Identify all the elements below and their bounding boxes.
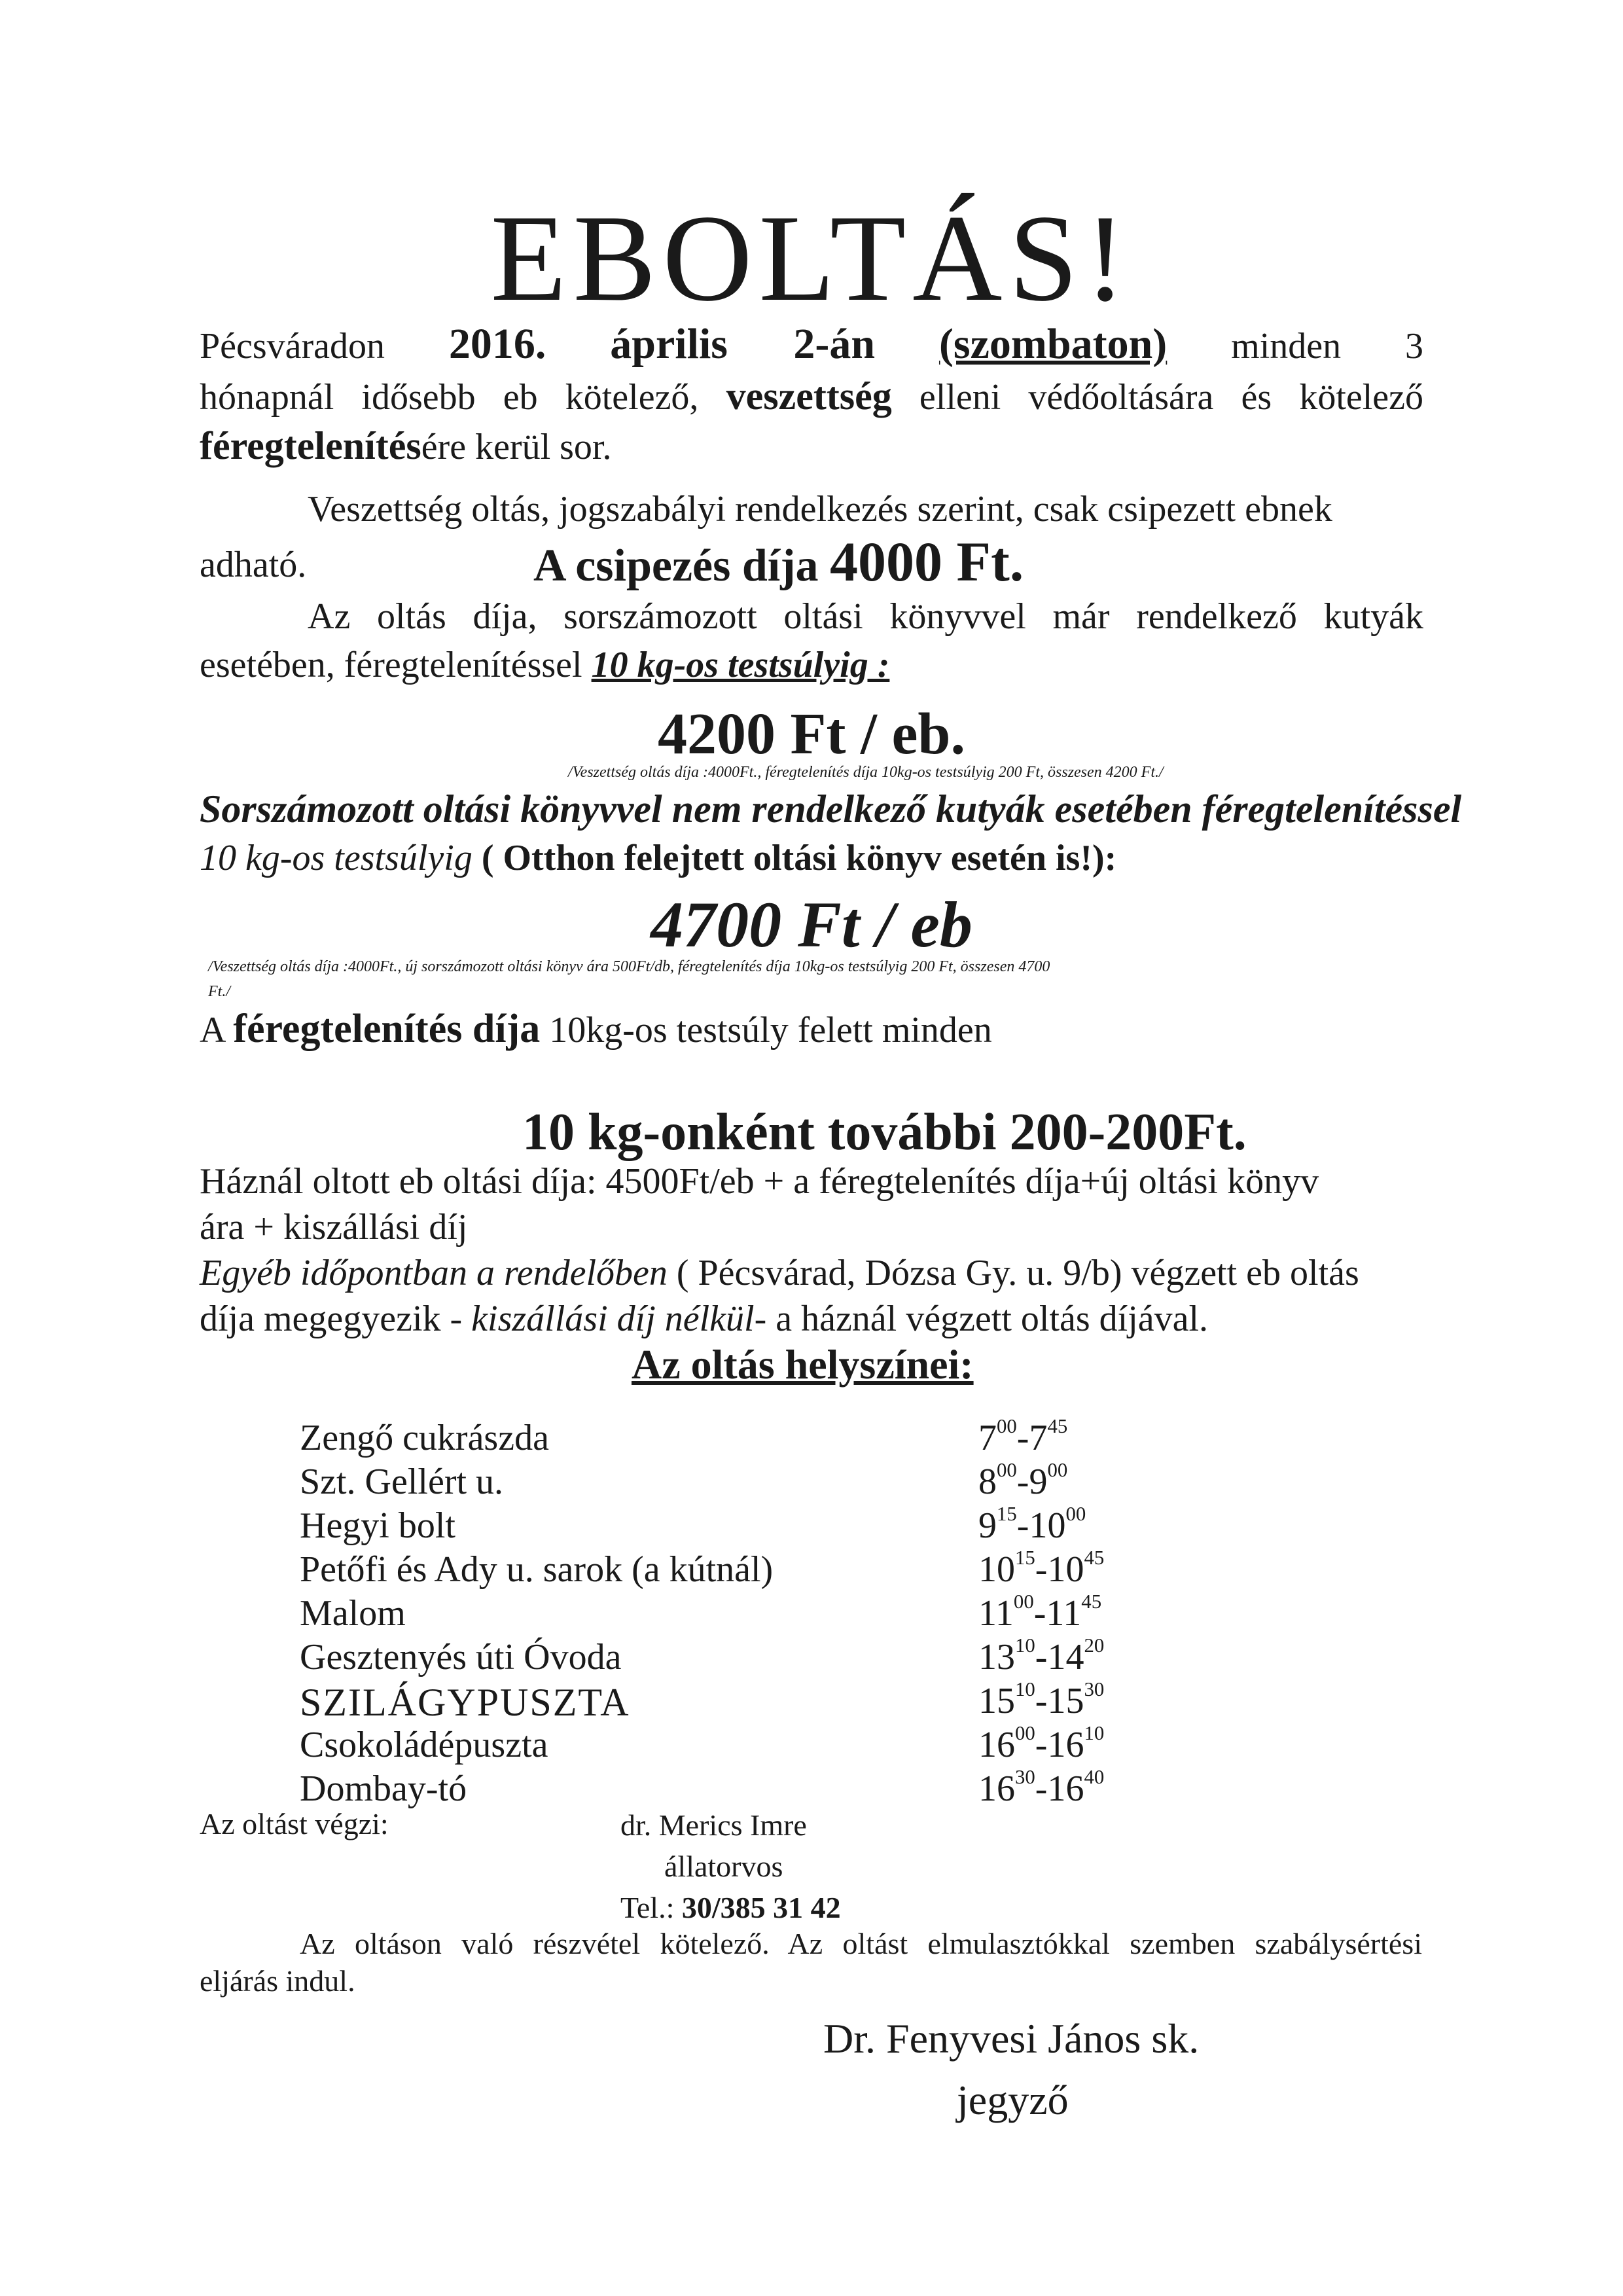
intro-place: Pécsváradon <box>200 326 385 367</box>
intro-line-1 <box>200 319 1423 371</box>
schedule-time: $15^{10}-15^{30}$ <box>978 1677 1105 1721</box>
schedule-place: Hegyi bolt <box>300 1505 455 1546</box>
intro-date: április 2-án <box>610 320 876 368</box>
deworm-c: 10kg-os testsúly felett minden <box>549 1010 992 1050</box>
intro-line3-b: ére kerül sor. <box>421 427 612 467</box>
home-line-1: Háznál oltott eb oltási díja: 4500Ft/eb + a féregtelenítés díja+új oltási könyv <box>200 1161 1319 1202</box>
signature-role: jegyző <box>957 2077 1069 2123</box>
intro-day: (szombaton) <box>938 320 1168 368</box>
schedule-place: Malom <box>300 1593 406 1634</box>
office-line1-b: ( Pécsvárad, Dózsa Gy. u. 9/b) végzett eb oltás <box>676 1253 1359 1293</box>
intro-line2-c: elleni védőoltására és kötelező <box>919 377 1424 418</box>
intro-line-3 <box>200 422 611 469</box>
locations-heading: Az oltás helyszínei: <box>632 1341 974 1388</box>
price2-amount: 4700 Ft / eb <box>651 888 972 961</box>
office-line-2 <box>200 1297 1208 1341</box>
vet-phone: 30/385 31 42 <box>681 1891 841 1924</box>
vet-phone-label: Tel.: <box>620 1891 675 1924</box>
rule-line-1: Veszettség oltás, jogszabályi rendelkezés szerint, csak csipezett ebnek <box>308 489 1332 529</box>
schedule-time: $13^{10}-14^{20}$ <box>978 1634 1105 1677</box>
schedule-time: $9^{15}-10^{00}$ <box>978 1502 1086 1546</box>
schedule-place: SZILÁGYPUSZTA <box>300 1681 630 1724</box>
intro-line2-a: hónapnál idősebb eb kötelező, <box>200 377 699 418</box>
schedule-place: Csokoládépuszta <box>300 1725 548 1765</box>
deworm-a: A <box>200 1010 224 1050</box>
price1-line-2 <box>200 643 889 687</box>
schedule-time: $7^{00}-7^{45}$ <box>978 1414 1068 1458</box>
notice-line-2: eljárás indul. <box>200 1964 355 1998</box>
price1-note: /Veszettség oltás díja :4000Ft., féregtelenítés díja 10kg-os testsúlyig 200 Ft, összesen 4200 Ft./ <box>568 764 1164 781</box>
price2-line2-a: 10 kg-os testsúlyig <box>200 838 473 878</box>
price1-weight-limit: 10 kg-os testsúlyig : <box>591 645 890 685</box>
intro-rest: minden 3 <box>1231 326 1424 367</box>
price2-line-1: Sorszámozott oltási könyvvel nem rendelkező kutyák esetében féregtelenítéssel <box>200 787 1462 831</box>
intro-deworming: féregtelenítés <box>200 424 421 467</box>
schedule-time: $16^{00}-16^{10}$ <box>978 1721 1105 1765</box>
office-line2-c: a háznál végzett oltás díjával. <box>776 1299 1209 1339</box>
page-title: EBOLTÁS! <box>490 190 1133 327</box>
deworm-line <box>200 1005 992 1053</box>
vet-title: állatorvos <box>664 1850 783 1883</box>
schedule-time: $16^{30}-16^{40}$ <box>978 1765 1105 1809</box>
price2-note-2: Ft./ <box>208 983 230 1000</box>
chip-price-line <box>533 529 1024 594</box>
price1-amount: 4200 Ft / eb. <box>658 702 965 766</box>
chip-price-value: 4000 Ft. <box>830 530 1024 593</box>
vet-name: dr. Merics Imre <box>620 1808 807 1842</box>
intro-year: 2016. <box>448 320 546 368</box>
office-line-1 <box>200 1251 1359 1295</box>
notice-line-1: Az oltáson való részvétel kötelező. Az oltást elmulasztókkal szemben szabálysértési <box>300 1927 1422 1960</box>
rule-line-2a: adható. <box>200 545 307 585</box>
price2-line-2 <box>200 836 1116 880</box>
schedule-place: Zengő cukrászda <box>300 1418 549 1458</box>
schedule-time: $10^{15}-10^{45}$ <box>978 1546 1105 1590</box>
price1-line-1: Az oltás díja, sorszámozott oltási könyvvel már rendelkező kutyák <box>308 596 1423 637</box>
schedule-time: $11^{00}-11^{45}$ <box>978 1590 1102 1634</box>
schedule-place: Szt. Gellért u. <box>300 1462 504 1502</box>
schedule-place: Gesztenyés úti Óvoda <box>300 1637 622 1677</box>
home-line-2: ára + kiszállási díj <box>200 1207 468 1247</box>
price2-line2-b: ( Otthon felejtett oltási könyv esetén is!): <box>481 838 1117 878</box>
schedule-place: Petőfi és Ady u. sarok (a kútnál) <box>300 1549 774 1590</box>
office-line2-a: díja megegyezik - <box>200 1299 463 1339</box>
price1-line2-a: esetében, féregtelenítéssel <box>200 645 582 685</box>
vet-phone-line <box>620 1890 841 1925</box>
chip-price-label: A csipezés díja <box>533 541 819 591</box>
schedule-place: Dombay-tó <box>300 1768 467 1809</box>
intro-line2-rabies: veszettség <box>726 374 892 418</box>
office-line1-a: Egyéb időpontban a rendelőben <box>200 1253 668 1293</box>
deworm-label: féregtelenítés díja <box>233 1007 541 1051</box>
vet-label: Az oltást végzi: <box>200 1807 389 1840</box>
intro-line-2 <box>200 372 1423 422</box>
office-line2-b: kiszállási díj nélkül- <box>471 1299 767 1339</box>
schedule-time: $8^{00}-9^{00}$ <box>978 1458 1068 1502</box>
deworm-extra-fee: 10 kg-onként további 200-200Ft. <box>522 1103 1247 1161</box>
price2-note-1: /Veszettség oltás díja :4000Ft., új sorszámozott oltási könyv ára 500Ft/db, féregtelenítés díja 10kg-os testsúlyig 200 Ft, összesen 4700 <box>208 958 1050 975</box>
signature-name: Dr. Fenyvesi János sk. <box>823 2015 1200 2062</box>
